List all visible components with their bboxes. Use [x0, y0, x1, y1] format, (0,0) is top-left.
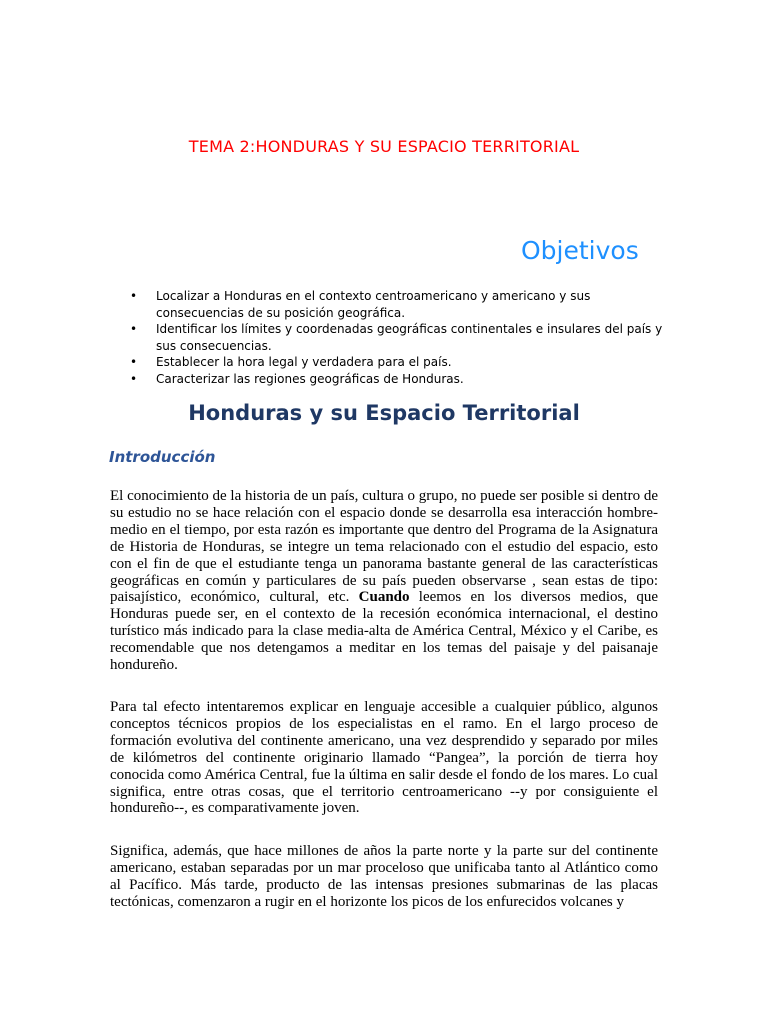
paragraph-1-text-a: El conocimiento de la historia de un país, cultura o grupo, no puede ser posible si dentro de su estudio no se hace relación con el espacio donde se desarrolla esa interacción hombre-medio en el tiempo, por esta razón es importante que dentro del Programa de la Asignatura de Historia de Honduras, se integre un tema relacionado con el estudio del espacio, esto con el fin de que el estudiante tenga un panorama bastante general de las características geográficas en común y particulares de su país pueden observarse , sean estas de tipo: paisajístico, económico, cultural, etc.: [110, 488, 658, 606]
objetivo-text: Identificar los límites y coordenadas geográficas continentales e insulares del país y sus consecuencias.: [156, 322, 663, 353]
list-item: [130, 371, 670, 388]
bullet-icon: •: [130, 371, 138, 386]
objetivo-text: Localizar a Honduras en el contexto centroamericano y americano y sus consecuencias de su posición geográfica.: [156, 289, 591, 320]
intro-heading: Introducción: [109, 448, 216, 466]
tema-title: TEMA 2:HONDURAS Y SU ESPACIO TERRITORIAL: [188, 137, 580, 156]
list-item: [130, 321, 670, 354]
paragraph-3: Significa, además, que hace millones de años la parte norte y la parte sur del continente americano, estaban separadas por un mar proceloso que unificaba tanto al Atlántico como al Pacífico. Más tarde, producto de las intensas presiones submarinas de las placas tectónicas, comenzaron a rugir en el horizonte los picos de los enfurecidos volcanes y: [110, 843, 658, 910]
list-item: [130, 288, 670, 321]
paragraph-1-bold: Cuando: [358, 589, 410, 606]
list-item: [130, 354, 670, 371]
bullet-icon: •: [130, 289, 138, 303]
bullet-icon: •: [130, 322, 138, 336]
objetivos-heading: Objetivos: [521, 236, 639, 265]
paragraph-2: Para tal efecto intentaremos explicar en lenguaje accesible a cualquier público, algunos conceptos técnicos propios de los especialistas en el ramo. En el largo proceso de formación evolutiva del continente americano, una vez desprendido y separado por miles de kilómetros del continente originario llamado “Pangea”, la porción de tierra hoy conocida como América Central, fue la última en salir desde el fondo de los mares. Lo cual significa, entre otras cosas, que el territorio centroamericano --y por consiguiente el hondureño--, es comparativamente joven.: [110, 699, 658, 817]
paragraph-1-text-b: leemos en los diversos medios, que Honduras puede ser, en el contexto de la recesión económica internacional, el destino turístico más indicado para la clase media-alta de América Central, México y el Caribe, es recomendable que nos detengamos a meditar en los temas del paisaje y del paisanaje hondureño.: [110, 589, 658, 674]
main-heading: Honduras y su Espacio Territorial: [188, 401, 580, 425]
objetivos-list: [130, 288, 670, 387]
objetivo-text: Caracterizar las regiones geográficas de Honduras.: [156, 371, 464, 386]
bullet-icon: •: [130, 355, 138, 369]
paragraph-1: [110, 488, 658, 674]
objetivo-text: Establecer la hora legal y verdadera para el país.: [156, 355, 452, 369]
